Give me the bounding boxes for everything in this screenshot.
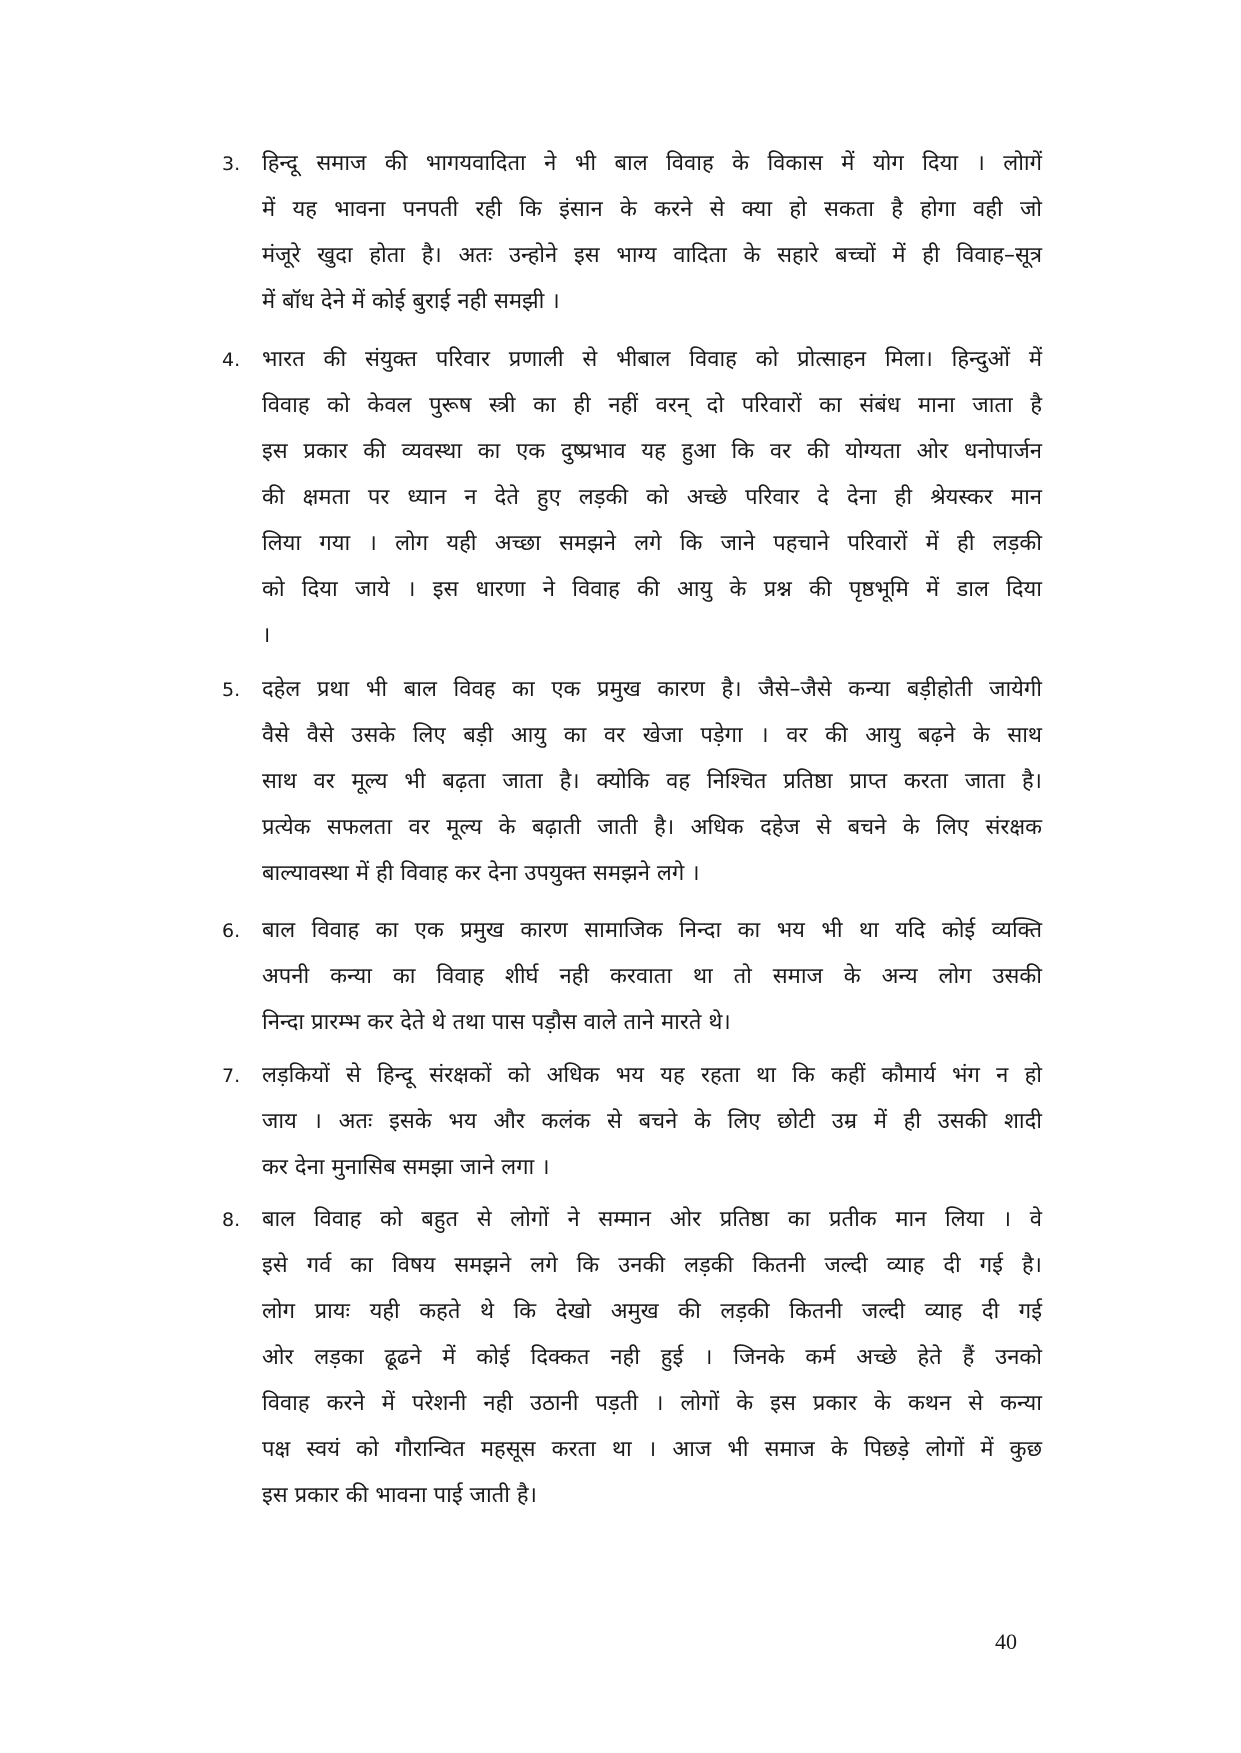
text-line: साथ वर मूल्य भी बढ़ता जाता है। क्योकि वह निश्चित प्रतिष्ठा प्राप्त करता जाता है। (262, 769, 1042, 794)
text-line: । (262, 623, 271, 648)
text-line: में बॉध देने में कोई बुराई नही समझी । (262, 289, 560, 314)
text-line: लड़कियों से हिन्दू संरक्षकों को अधिक भय यह रहता था कि कहीं कौमार्य भंग न हो (262, 1063, 1042, 1088)
list-item-number: 8. (222, 1209, 241, 1231)
text-line: इसे गर्व का विषय समझने लगे कि उनकी लड़की कितनी जल्दी व्याह दी गई है। (262, 1253, 1042, 1278)
text-line: ओर लड़का ढूढने में कोई दिक्कत नही हुई । जिनके कर्म अच्छे हेते हैं उनको (262, 1345, 1042, 1370)
text-line: में यह भावना पनपती रही कि इंसान के करने से क्या हो सकता है होगा वही जो (262, 197, 1042, 222)
text-line: निन्दा प्रारम्भ कर देते थे तथा पास पड़ौस वाले ताने मारते थे। (262, 1010, 731, 1035)
text-line: वैसे वैसे उसके लिए बड़ी आयु का वर खेजा पड़ेगा । वर की आयु बढ़ने के साथ (262, 723, 1042, 748)
page-number: 40 (995, 1629, 1017, 1654)
text-line: बाल विवाह को बहुत से लोगों ने सम्मान ओर प्रतिष्ठा का प्रतीक मान लिया । वे (262, 1207, 1042, 1232)
text-line: हिन्दू समाज की भागयवादिता ने भी बाल विवाह के विकास में योग दिया । लोागें (262, 151, 1042, 176)
text-line: प्रत्येक सफलता वर मूल्य के बढ़ाती जाती है। अधिक दहेज से बचने के लिए संरक्षक (262, 815, 1042, 840)
text-line: मंजूरे खुदा होता है। अतः उन्होने इस भाग्य वादिता के सहारे बच्चों में ही विवाह–सूत्र (262, 243, 1042, 268)
text-line: बाल विवाह का एक प्रमुख कारण सामाजिक निन्दा का भय भी था यदि कोई व्यक्ति (262, 918, 1042, 943)
text-line: को दिया जाये । इस धारणा ने विवाह की आयु के प्रश्न की पृष्ठभूमि में डाल दिया (262, 577, 1042, 602)
text-line: लोग प्रायः यही कहते थे कि देखो अमुख की लड़की कितनी जल्दी व्याह दी गई (262, 1299, 1042, 1324)
text-line: बाल्यावस्था में ही विवाह कर देना उपयुक्त समझने लगे । (262, 861, 700, 886)
text-line: विवाह करने में परेशनी नही उठानी पड़ती । लोगों के इस प्रकार के कथन से कन्या (262, 1391, 1042, 1416)
text-line: इस प्रकार की व्यवस्था का एक दुष्प्रभाव यह हुआ कि वर की योग्यता ओर धनोपार्जन (262, 439, 1042, 464)
text-line: भारत की संयुक्त परिवार प्रणाली से भीबाल विवाह को प्रोत्साहन मिला। हिन्दुओं में (262, 347, 1042, 372)
text-line: कर देना मुनासिब समझा जाने लगा । (262, 1155, 550, 1180)
list-item-number: 3. (222, 153, 241, 175)
list-item-number: 4. (222, 349, 241, 371)
text-line: लिया गया । लोग यही अच्छा समझने लगे कि जाने पहचाने परिवारों में ही लड़की (262, 531, 1042, 556)
text-line: की क्षमता पर ध्यान न देते हुए लड़की को अच्छे परिवार दे देना ही श्रेयस्कर मान (262, 485, 1042, 510)
list-item-number: 7. (222, 1065, 241, 1087)
text-line: इस प्रकार की भावना पाई जाती है। (262, 1483, 537, 1508)
list-item-number: 6. (222, 920, 241, 942)
list-item-number: 5. (222, 679, 241, 701)
text-line: जाय । अतः इसके भय और कलंक से बचने के लिए छोटी उम्र में ही उसकी शादी (262, 1109, 1042, 1134)
text-line: दहेल प्रथा भी बाल विवह का एक प्रमुख कारण है। जैसे–जैसे कन्या बड़ीहोती जायेगी (262, 677, 1042, 702)
text-line: अपनी कन्या का विवाह शीर्घ नही करवाता था तो समाज के अन्य लोग उसकी (262, 964, 1042, 989)
text-line: विवाह को केवल पुरूष स्त्री का ही नहीं वरन् दो परिवारों का संबंध माना जाता है (262, 393, 1042, 418)
text-line: पक्ष स्वयं को गौरान्वित महसूस करता था । आज भी समाज के पिछड़े लोगों में कुछ (262, 1437, 1042, 1462)
